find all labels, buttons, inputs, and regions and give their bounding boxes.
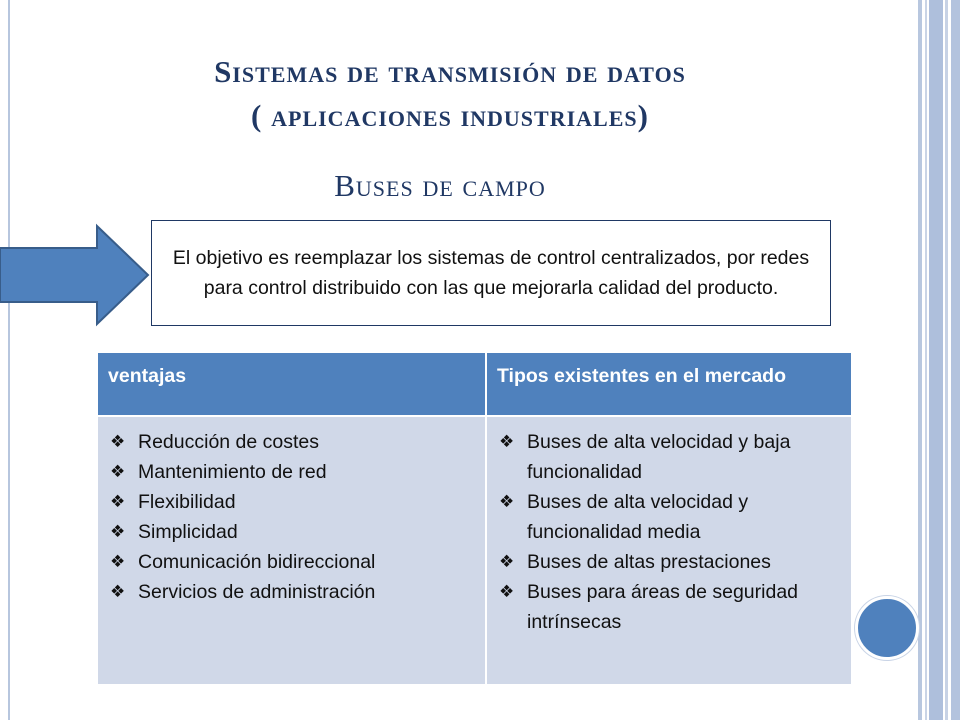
diamond-star-bullet-icon: ❖ [110, 522, 126, 542]
table-header-ventajas: ventajas [98, 353, 485, 415]
objective-text: El objetivo es reemplazar los sistemas de control centralizados, por redes para control distribuido con las que mejorarla calidad del producto. [172, 247, 810, 299]
diamond-star-bullet-icon: ❖ [499, 552, 515, 572]
diamond-star-bullet-icon: ❖ [110, 492, 126, 512]
diamond-star-bullet-icon: ❖ [499, 432, 515, 452]
diamond-star-bullet-icon: ❖ [110, 432, 126, 452]
tipos-list [495, 427, 843, 637]
left-border-line [8, 0, 10, 720]
diamond-star-bullet-icon: ❖ [499, 582, 515, 602]
table-cell-tipos [487, 417, 851, 684]
list-item: ❖ Buses para áreas de seguridad intrínsecas [495, 577, 843, 637]
slide-title-line1: Sistemas de transmisión de datos [214, 54, 686, 89]
slide-title-line2: ( aplicaciones industriales) [251, 98, 649, 133]
comparison-table [98, 353, 851, 684]
list-item: ❖ Reducción de costes [106, 427, 477, 457]
table-cell-ventajas [98, 417, 485, 684]
list-item: ❖ Buses de alta velocidad y baja funcionalidad [495, 427, 843, 487]
diamond-star-bullet-icon: ❖ [110, 462, 126, 482]
table-header-tipos: Tipos existentes en el mercado [487, 353, 851, 415]
list-item: ❖ Simplicidad [106, 517, 477, 547]
list-item: ❖ Flexibilidad [106, 487, 477, 517]
slide-subtitle: Buses de campo [334, 168, 546, 203]
ventajas-list [106, 427, 477, 607]
right-decorative-stripes [918, 0, 960, 720]
diamond-star-bullet-icon: ❖ [110, 552, 126, 572]
list-item: ❖ Comunicación bidireccional [106, 547, 477, 577]
decorative-circle [855, 596, 919, 660]
objective-callout-box [151, 220, 831, 326]
list-item: ❖ Buses de alta velocidad y funcionalidad media [495, 487, 843, 547]
list-item: ❖ Buses de altas prestaciones [495, 547, 843, 577]
right-arrow-icon [0, 222, 150, 328]
list-item: ❖ Servicios de administración [106, 577, 477, 607]
diamond-star-bullet-icon: ❖ [110, 582, 126, 602]
list-item: ❖ Mantenimiento de red [106, 457, 477, 487]
diamond-star-bullet-icon: ❖ [499, 492, 515, 512]
